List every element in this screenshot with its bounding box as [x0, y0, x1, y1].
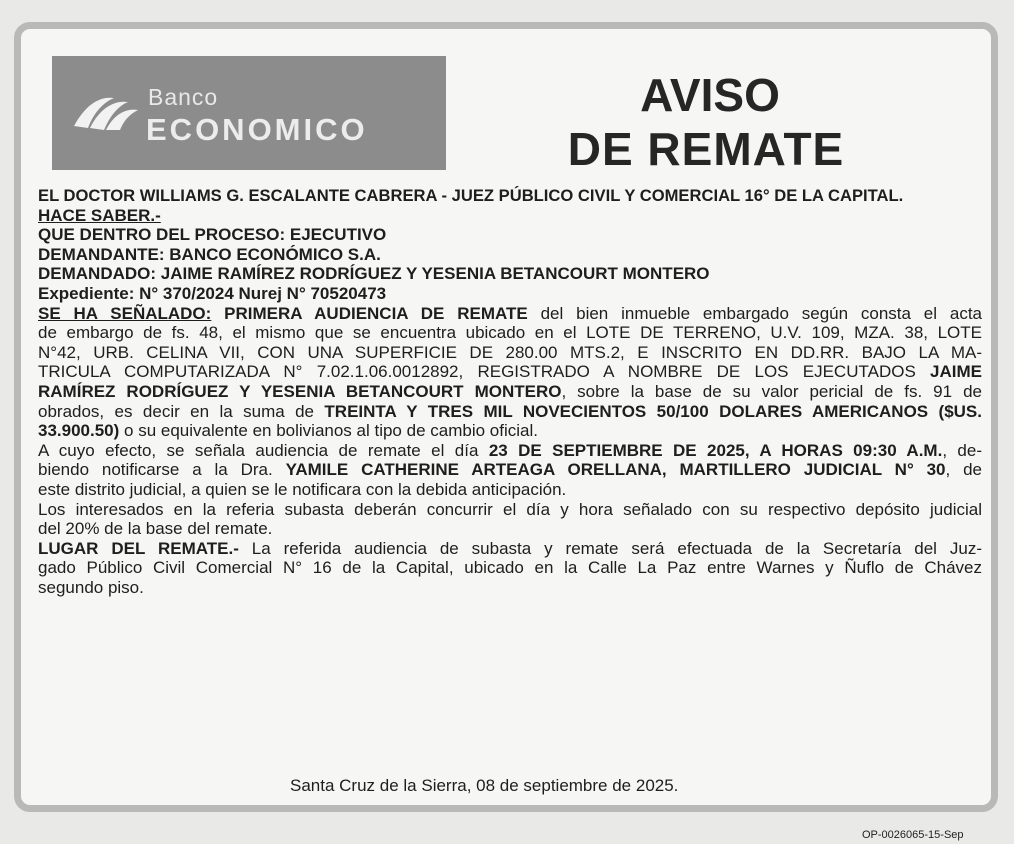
paragraph-efecto: [38, 441, 982, 500]
p2-text-3: biendo notificarse a la Dra.: [38, 460, 273, 480]
publication-reference-code: OP-0026065-15-Sep: [862, 829, 964, 841]
paragraph-senalado: [38, 304, 982, 441]
martillero-name: YAMILE CATHERINE ARTEAGA ORELLANA, MARTILLERO JUDICIAL N° 30: [285, 460, 946, 480]
p1-line-4-bold: JAIME: [930, 362, 982, 382]
p2-text-1: A cuyo efecto, se señala audiencia de remate el día: [38, 440, 479, 460]
hace-saber: HACE SABER.-: [38, 205, 161, 225]
p4-line-1: La referida audiencia de subasta y remate será efectuada de la Secretaría del Juz-: [251, 538, 982, 558]
p1-line-3: N°42, URB. CELINA VII, CON UNA SUPERFICIE DE 280.00 MTS.2, E INSCRITO EN DD.RR. BAJO LA MA-: [38, 342, 982, 362]
notice-title-de-remate: DE REMATE: [567, 123, 845, 175]
p2-text-2: , de-: [942, 440, 982, 460]
p2-text-4: , de: [945, 460, 982, 480]
lugar-label: LUGAR DEL REMATE.-: [38, 538, 239, 558]
valor-pericial-text: TREINTA Y TRES MIL NOVECIENTOS 50/100 DOLARES AMERICANOS ($US.: [324, 401, 982, 421]
judge-line: EL DOCTOR WILLIAMS G. ESCALANTE CABRERA - JUEZ PÚBLICO CIVIL Y COMERCIAL 16° DE LA CAPITAL.: [38, 186, 904, 205]
proceso-line: QUE DENTRO DEL PROCESO: EJECUTIVO: [38, 225, 387, 245]
expediente-line: Expediente: N° 370/2024 Nurej N° 70520473: [38, 283, 387, 303]
paragraph-interesados: [38, 500, 982, 539]
ejecutados-names: RAMÍREZ RODRÍGUEZ Y YESENIA BETANCOURT MONTERO: [38, 381, 562, 401]
demandante-line: DEMANDANTE: BANCO ECONÓMICO S.A.: [38, 244, 381, 264]
p3-line-1: Los interesados en la referia subasta deberán concurrir el día y hora señalado con su respectivo depósito judicial: [38, 499, 982, 519]
p1-line-7: o su equivalente en bolivianos al tipo de cambio oficial.: [124, 421, 538, 441]
demandado-line: DEMANDADO: JAIME RAMÍREZ RODRÍGUEZ Y YESENIA BETANCOURT MONTERO: [38, 264, 710, 284]
notice-title-aviso: AVISO: [640, 69, 780, 121]
banco-economico-logo: [52, 56, 446, 170]
p1-line-2: de embargo de fs. 48, el mismo que se encuentra ubicado en el LOTE DE TERRENO, U.V. 109, MZA. 38, LOTE: [38, 323, 982, 343]
paragraph-lugar: [38, 539, 982, 598]
p4-line-2: gado Público Civil Comercial N° 16 de la Capital, ubicado en la Calle La Paz entre Warnes y Ñuflo de Chávez: [38, 558, 982, 578]
place-date-line: Santa Cruz de la Sierra, 08 de septiembre de 2025.: [290, 776, 679, 795]
p1-line-5: , sobre la base de su valor pericial de fs. 91 de: [561, 381, 982, 401]
p1-text-1: del bien inmueble embargado según consta el acta: [540, 303, 983, 323]
logo-economico-text: ECONOMICO: [146, 112, 368, 147]
p1-line-6: obrados, es decir en la suma de: [38, 401, 315, 421]
senalado-label: SE HA SEÑALADO:: [38, 303, 212, 323]
fecha-audiencia: 23 DE SEPTIEMBRE DE 2025, A HORAS 09:30 A.M.: [488, 440, 943, 460]
valor-pericial-amount: 33.900.50): [38, 421, 120, 441]
p2-line-3: este distrito judicial, a quien se le notificara con la debida anticipación.: [38, 479, 567, 499]
logo-banco-text: Banco: [148, 84, 219, 110]
primera-audiencia: PRIMERA AUDIENCIA DE REMATE: [224, 303, 528, 323]
p3-line-2: del 20% de la base del remate.: [38, 519, 273, 539]
notice-body: [38, 186, 982, 597]
p4-line-3: segundo piso.: [38, 577, 144, 597]
bank-swoosh-icon: [70, 86, 142, 138]
p1-line-4: TRICULA COMPUTARIZADA N° 7.02.1.06.0012892, REGISTRADO A NOMBRE DE LOS EJECUTADOS: [38, 362, 916, 382]
